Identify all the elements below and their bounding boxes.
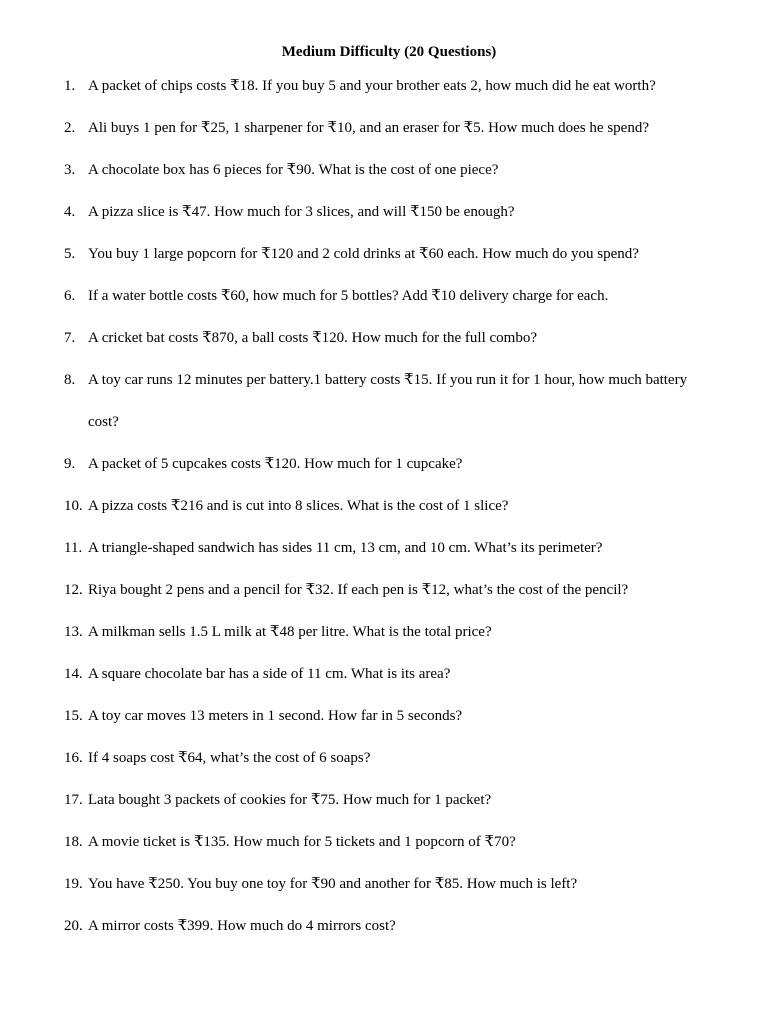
question-number: 11. (64, 540, 83, 556)
question-number: 13. (64, 624, 83, 640)
question-text: A pizza slice is ₹47. How much for 3 slices, and will ₹150 be enough? (88, 204, 515, 220)
question-text: Ali buys 1 pen for ₹25, 1 sharpener for ₹10, and an eraser for ₹5. How much does he spend? (88, 120, 649, 136)
question-text: A milkman sells 1.5 L milk at ₹48 per litre. What is the total price? (88, 624, 492, 640)
question-number: 5. (64, 246, 76, 262)
question-text: A movie ticket is ₹135. How much for 5 tickets and 1 popcorn of ₹70? (88, 834, 516, 850)
question-number: 1. (64, 78, 76, 94)
question-text: A pizza costs ₹216 and is cut into 8 slices. What is the cost of 1 slice? (88, 498, 509, 514)
question-number: 9. (64, 456, 76, 472)
question-text: You buy 1 large popcorn for ₹120 and 2 cold drinks at ₹60 each. How much do you spend? (88, 246, 639, 262)
question-number: 14. (64, 666, 83, 682)
question-text: A cricket bat costs ₹870, a ball costs ₹120. How much for the full combo? (88, 330, 537, 346)
question-text: A packet of chips costs ₹18. If you buy 5 and your brother eats 2, how much did he eat worth? (88, 78, 656, 94)
question-number: 20. (64, 918, 83, 934)
question-number: 17. (64, 792, 83, 808)
question-number: 6. (64, 288, 76, 304)
question-text: You have ₹250. You buy one toy for ₹90 and another for ₹85. How much is left? (88, 876, 578, 892)
question-text: Lata bought 3 packets of cookies for ₹75. How much for 1 packet? (88, 792, 492, 808)
question-text: Riya bought 2 pens and a pencil for ₹32. If each pen is ₹12, what’s the cost of the pencil? (88, 582, 629, 598)
question-number: 3. (64, 162, 76, 178)
question-text: If 4 soaps cost ₹64, what’s the cost of 6 soaps? (88, 750, 371, 766)
question-number: 4. (64, 204, 76, 220)
question-number: 15. (64, 708, 83, 724)
question-number: 18. (64, 834, 83, 850)
question-text: A toy car moves 13 meters in 1 second. How far in 5 seconds? (88, 708, 463, 724)
question-number: 7. (64, 330, 76, 346)
page-title: Medium Difficulty (20 Questions) (281, 44, 497, 60)
question-text: A chocolate box has 6 pieces for ₹90. What is the cost of one piece? (88, 162, 499, 178)
question-text: A square chocolate bar has a side of 11 cm. What is its area? (88, 666, 451, 682)
question-text: If a water bottle costs ₹60, how much for 5 bottles? Add ₹10 delivery charge for each. (88, 288, 609, 304)
question-text: A mirror costs ₹399. How much do 4 mirrors cost? (88, 918, 396, 934)
question-number: 10. (64, 498, 83, 514)
question-text: A triangle-shaped sandwich has sides 11 cm, 13 cm, and 10 cm. What’s its perimeter? (88, 540, 603, 556)
question-number: 19. (64, 876, 83, 892)
question-number: 16. (64, 750, 83, 766)
question-number: 2. (64, 120, 76, 136)
question-number: 8. (64, 372, 76, 388)
question-text: A toy car runs 12 minutes per battery.1 battery costs ₹15. If you run it for 1 hour, how much battery (88, 372, 688, 388)
question-number: 12. (64, 582, 83, 598)
question-text: cost? (88, 414, 119, 430)
question-text: A packet of 5 cupcakes costs ₹120. How much for 1 cupcake? (88, 456, 463, 472)
